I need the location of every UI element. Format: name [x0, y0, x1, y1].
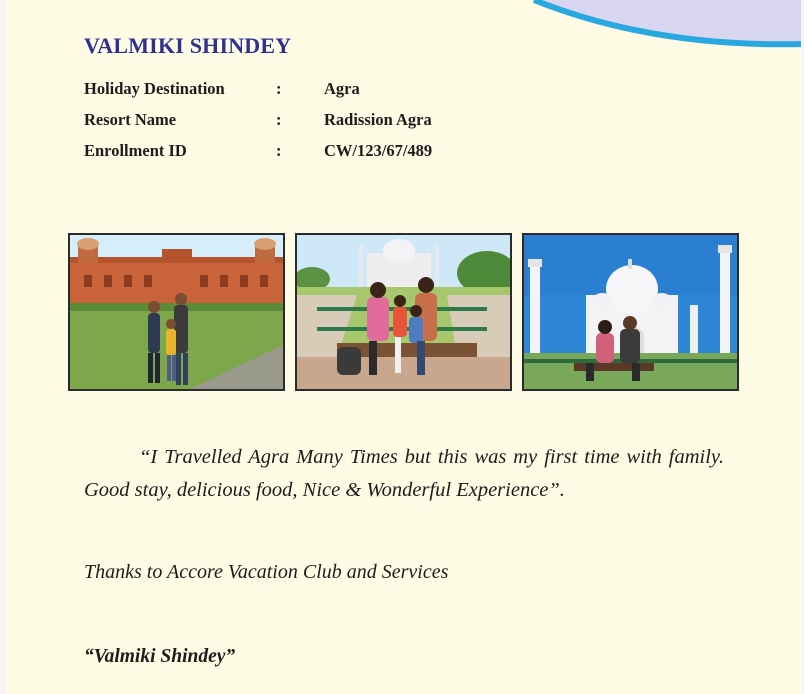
detail-separator: : — [276, 79, 282, 98]
thanks-line: Thanks to Accore Vacation Club and Services — [84, 561, 449, 583]
corner-wave-decoration — [514, 0, 804, 60]
detail-label: Resort Name — [84, 110, 177, 129]
agra-fort-family-photo — [68, 233, 285, 391]
page-margin-right — [801, 0, 804, 694]
detail-value: CW/123/67/489 — [324, 141, 433, 160]
signature: “Valmiki Shindey” — [84, 646, 236, 667]
detail-value: Agra — [324, 79, 360, 98]
detail-separator: : — [276, 141, 282, 160]
testimonial-page — [6, 0, 804, 694]
detail-separator: : — [276, 110, 282, 129]
detail-label: Enrollment ID — [84, 141, 187, 160]
detail-value: Radission Agra — [324, 110, 432, 129]
quote-text: “I Travelled Agra Many Times but this was my first time with family. Good stay, delicious food, Nice & Wonderful Experience”. — [84, 446, 724, 501]
detail-label: Holiday Destination — [84, 79, 225, 98]
taj-mahal-family-bench-photo — [295, 233, 512, 391]
testimonial-quote — [84, 441, 724, 507]
taj-mahal-couple-bench-photo — [522, 233, 739, 391]
customer-name-heading: VALMIKI SHINDEY — [84, 33, 292, 58]
